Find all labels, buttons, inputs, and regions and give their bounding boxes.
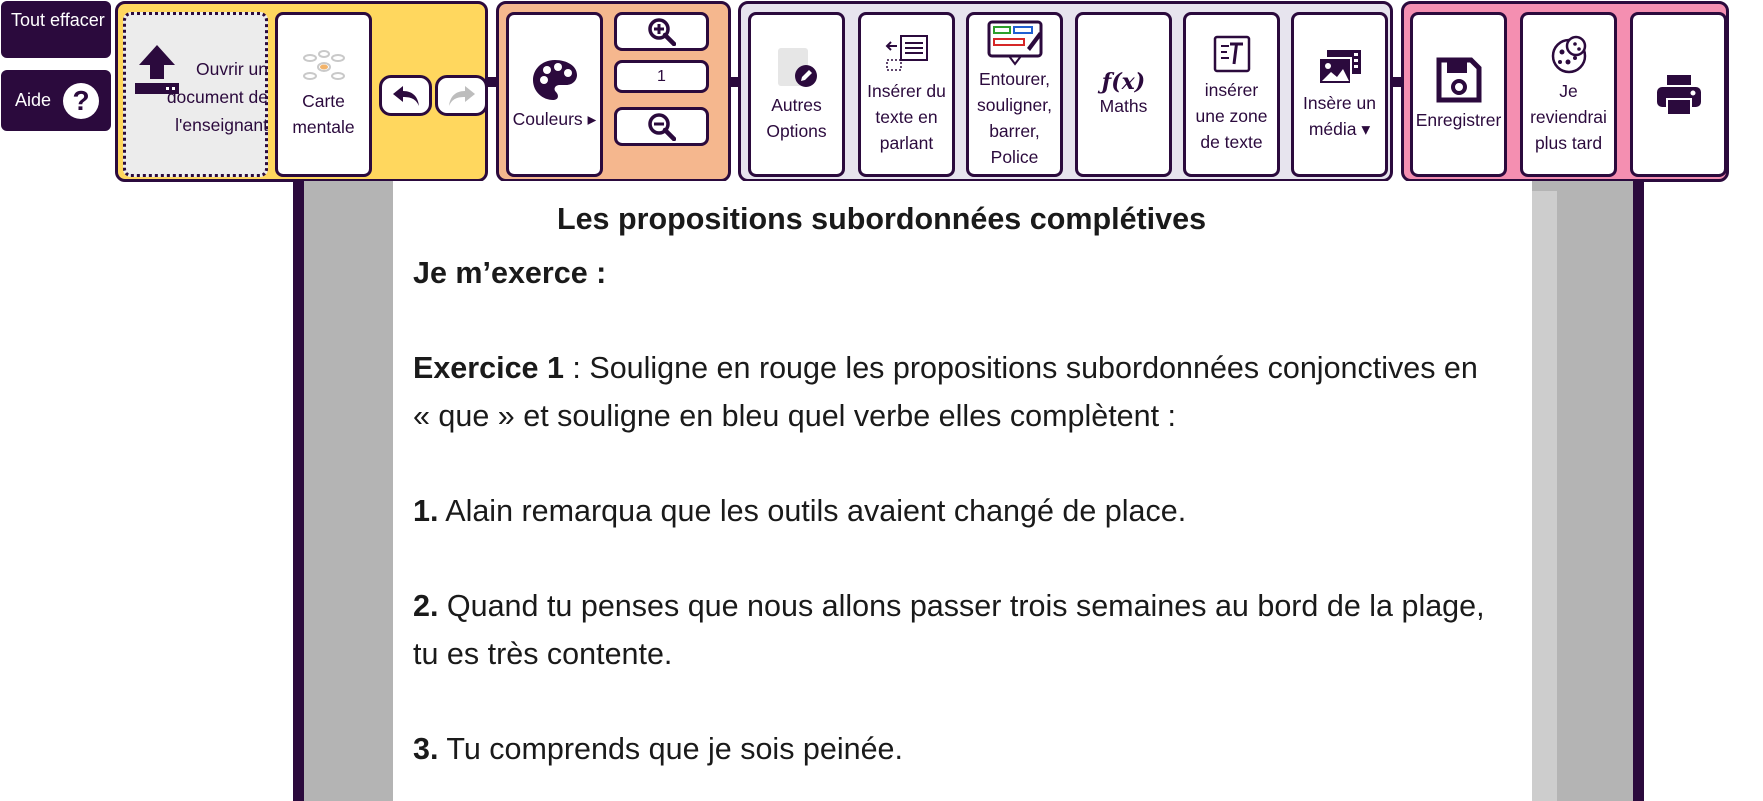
annotate-label: Entourer, souligner, barrer, Police [977, 68, 1052, 167]
save-label: Enregistrer [1415, 109, 1502, 130]
speech-text-label: Insérer du texte en parlant [867, 80, 946, 153]
item-text: Tu comprends que je sois peinée. [438, 732, 903, 766]
clear-all-label: Tout effacer [11, 10, 105, 30]
undo-button[interactable] [379, 75, 432, 116]
help-button[interactable] [1, 70, 111, 131]
mind-map-label: Carte mentale [292, 90, 355, 137]
shapes-icon [987, 20, 1043, 66]
pencil-icon [776, 46, 818, 88]
zoom-in-icon [648, 18, 676, 46]
exercise-instruction [413, 344, 1503, 440]
media-label-wrap: Insère un média ▾ [1303, 92, 1376, 139]
come-back-later-button[interactable] [1520, 12, 1617, 177]
list-item [413, 582, 1503, 678]
document-title: Les propositions subordonnées complétives [556, 202, 1207, 236]
speech-text-icon [885, 34, 929, 74]
clear-all-button[interactable] [1, 1, 111, 58]
save-button[interactable] [1410, 12, 1507, 177]
text-zone-label: insérer une zone de texte [1195, 79, 1268, 152]
floppy-icon [1436, 57, 1482, 103]
redo-button[interactable] [435, 75, 488, 116]
exercise-label: Exercice 1 [413, 351, 564, 385]
print-button[interactable] [1630, 12, 1727, 177]
colors-button[interactable] [506, 12, 603, 177]
other-options-label: Autres Options [766, 94, 827, 141]
undo-icon [391, 84, 421, 108]
item-number: 1. [413, 494, 439, 528]
maths-button[interactable] [1075, 12, 1172, 177]
zoom-out-icon [648, 113, 676, 141]
list-item [413, 487, 1503, 535]
list-item [413, 725, 1503, 773]
item-number: 3. [413, 732, 439, 766]
printer-icon [1655, 73, 1703, 117]
save-toolbar-group [1401, 1, 1729, 182]
cookie-icon [1548, 34, 1590, 74]
insert-media-button[interactable] [1291, 12, 1388, 177]
annotate-button[interactable] [966, 12, 1063, 177]
zoom-level-field[interactable] [614, 60, 709, 93]
zoom-in-button[interactable] [614, 12, 709, 51]
colors-label-wrap: Couleurs ▸ [512, 108, 597, 129]
open-teacher-document-button[interactable] [123, 12, 268, 177]
zoom-level-value: 1 [657, 67, 666, 85]
exercise-text: : Souligne en rouge les propositions subordonnées conjonctives en « que » et souligne en bleu quel verbe elles complètent : [413, 351, 1478, 433]
media-label: Insère un média [1303, 92, 1376, 139]
maths-label: Maths [1099, 95, 1148, 116]
file-toolbar-group [115, 1, 488, 182]
page-shadow [1532, 191, 1557, 801]
mind-map-icon [302, 50, 346, 84]
document-subtitle: Je m’exerce : [413, 256, 607, 290]
help-icon: ? [63, 83, 99, 119]
tools-toolbar-group [738, 1, 1393, 182]
speech-to-text-button[interactable] [858, 12, 955, 177]
zoom-out-button[interactable] [614, 107, 709, 146]
item-text: Quand tu penses que nous allons passer trois semaines au bord de la plage, tu es très contente. [413, 589, 1485, 671]
colors-label: Couleurs [512, 108, 583, 129]
color-toolbar-group [496, 1, 731, 182]
palette-icon [531, 58, 579, 102]
mind-map-button[interactable] [275, 12, 372, 177]
media-icon [1317, 48, 1363, 86]
later-label: Je reviendrai plus tard [1530, 80, 1607, 153]
other-options-button[interactable] [748, 12, 845, 177]
help-label: Aide [15, 90, 52, 110]
redo-icon [447, 84, 477, 108]
open-doc-label: Ouvrir un document de l'enseignant [166, 59, 268, 135]
item-number: 2. [413, 589, 439, 623]
function-icon: ƒ(x) [1101, 68, 1146, 95]
text-box-icon [1213, 35, 1251, 73]
insert-text-zone-button[interactable] [1183, 12, 1280, 177]
item-text: Alain remarqua que les outils avaient changé de place. [438, 494, 1187, 528]
